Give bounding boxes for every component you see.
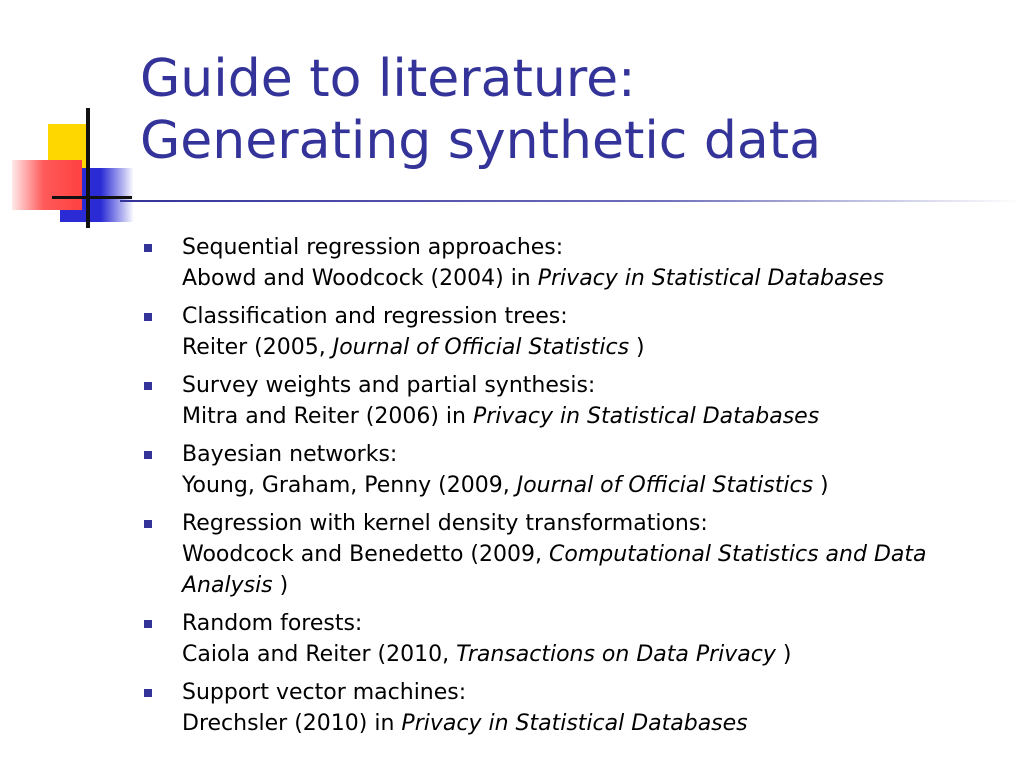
list-item [140,301,1010,363]
list-item [140,508,1010,601]
list-item-heading: Random forests: [182,611,363,636]
reference-venue: Journal of Official Statistics [516,473,814,498]
list-item-heading: Support vector machines: [182,680,467,705]
reference-authors: Drechsler (2010) in [182,711,402,736]
list-item-reference [182,539,1010,601]
list-item [140,608,1010,670]
reference-venue: Privacy in Statistical Databases [401,711,748,736]
reference-venue: Journal of Official Statistics [332,335,630,360]
list-item-heading: Classification and regression trees: [182,304,568,329]
list-item-heading: Survey weights and partial synthesis: [182,373,596,398]
reference-venue: Privacy in Statistical Databases [472,404,820,429]
logo-red-square [12,160,82,210]
list-item [140,232,1010,294]
reference-authors: Young, Graham, Penny (2009, [182,473,517,498]
list-item-reference [182,332,1010,363]
list-item-reference [182,263,1010,294]
reference-suffix: ) [775,642,792,667]
slide-title-line-1: Guide to literature: [140,49,636,109]
reference-authors: Caiola and Reiter (2010, [182,642,457,667]
list-item-reference [182,639,1010,670]
list-item-reference [182,470,1010,501]
reference-authors: Woodcock and Benedetto (2009, [182,542,549,567]
reference-venue: Transactions on Data Privacy [456,642,776,667]
reference-authors: Mitra and Reiter (2006) in [182,404,473,429]
reference-suffix: ) [813,473,829,498]
reference-venue: Computational Statistics and Data Analysis [182,542,927,598]
reference-authors: Reiter (2005, [182,335,333,360]
slide-logo-decoration [0,0,160,240]
reference-suffix: ) [272,573,289,598]
reference-suffix: ) [629,335,645,360]
bullet-square-icon [144,689,152,697]
reference-venue: Privacy in Statistical Databases [537,266,884,291]
list-item-reference [182,708,1010,739]
title-divider [120,200,1020,202]
list-item-heading: Regression with kernel density transformations: [182,511,708,536]
list-item-heading: Bayesian networks: [182,442,398,467]
logo-vertical-line [86,108,90,228]
bullet-square-icon [144,244,152,252]
bullet-square-icon [144,313,152,321]
slide-title [140,48,1000,172]
list-item [140,439,1010,501]
bullet-square-icon [144,451,152,459]
logo-horizontal-line [52,196,132,199]
list-item [140,677,1010,739]
literature-list [140,232,1010,746]
bullet-square-icon [144,382,152,390]
list-item-heading: Sequential regression approaches: [182,235,564,260]
reference-authors: Abowd and Woodcock (2004) in [182,266,538,291]
bullet-square-icon [144,520,152,528]
slide-title-line-2: Generating synthetic data [140,111,822,171]
bullet-square-icon [144,620,152,628]
list-item-reference [182,401,1010,432]
list-item [140,370,1010,432]
